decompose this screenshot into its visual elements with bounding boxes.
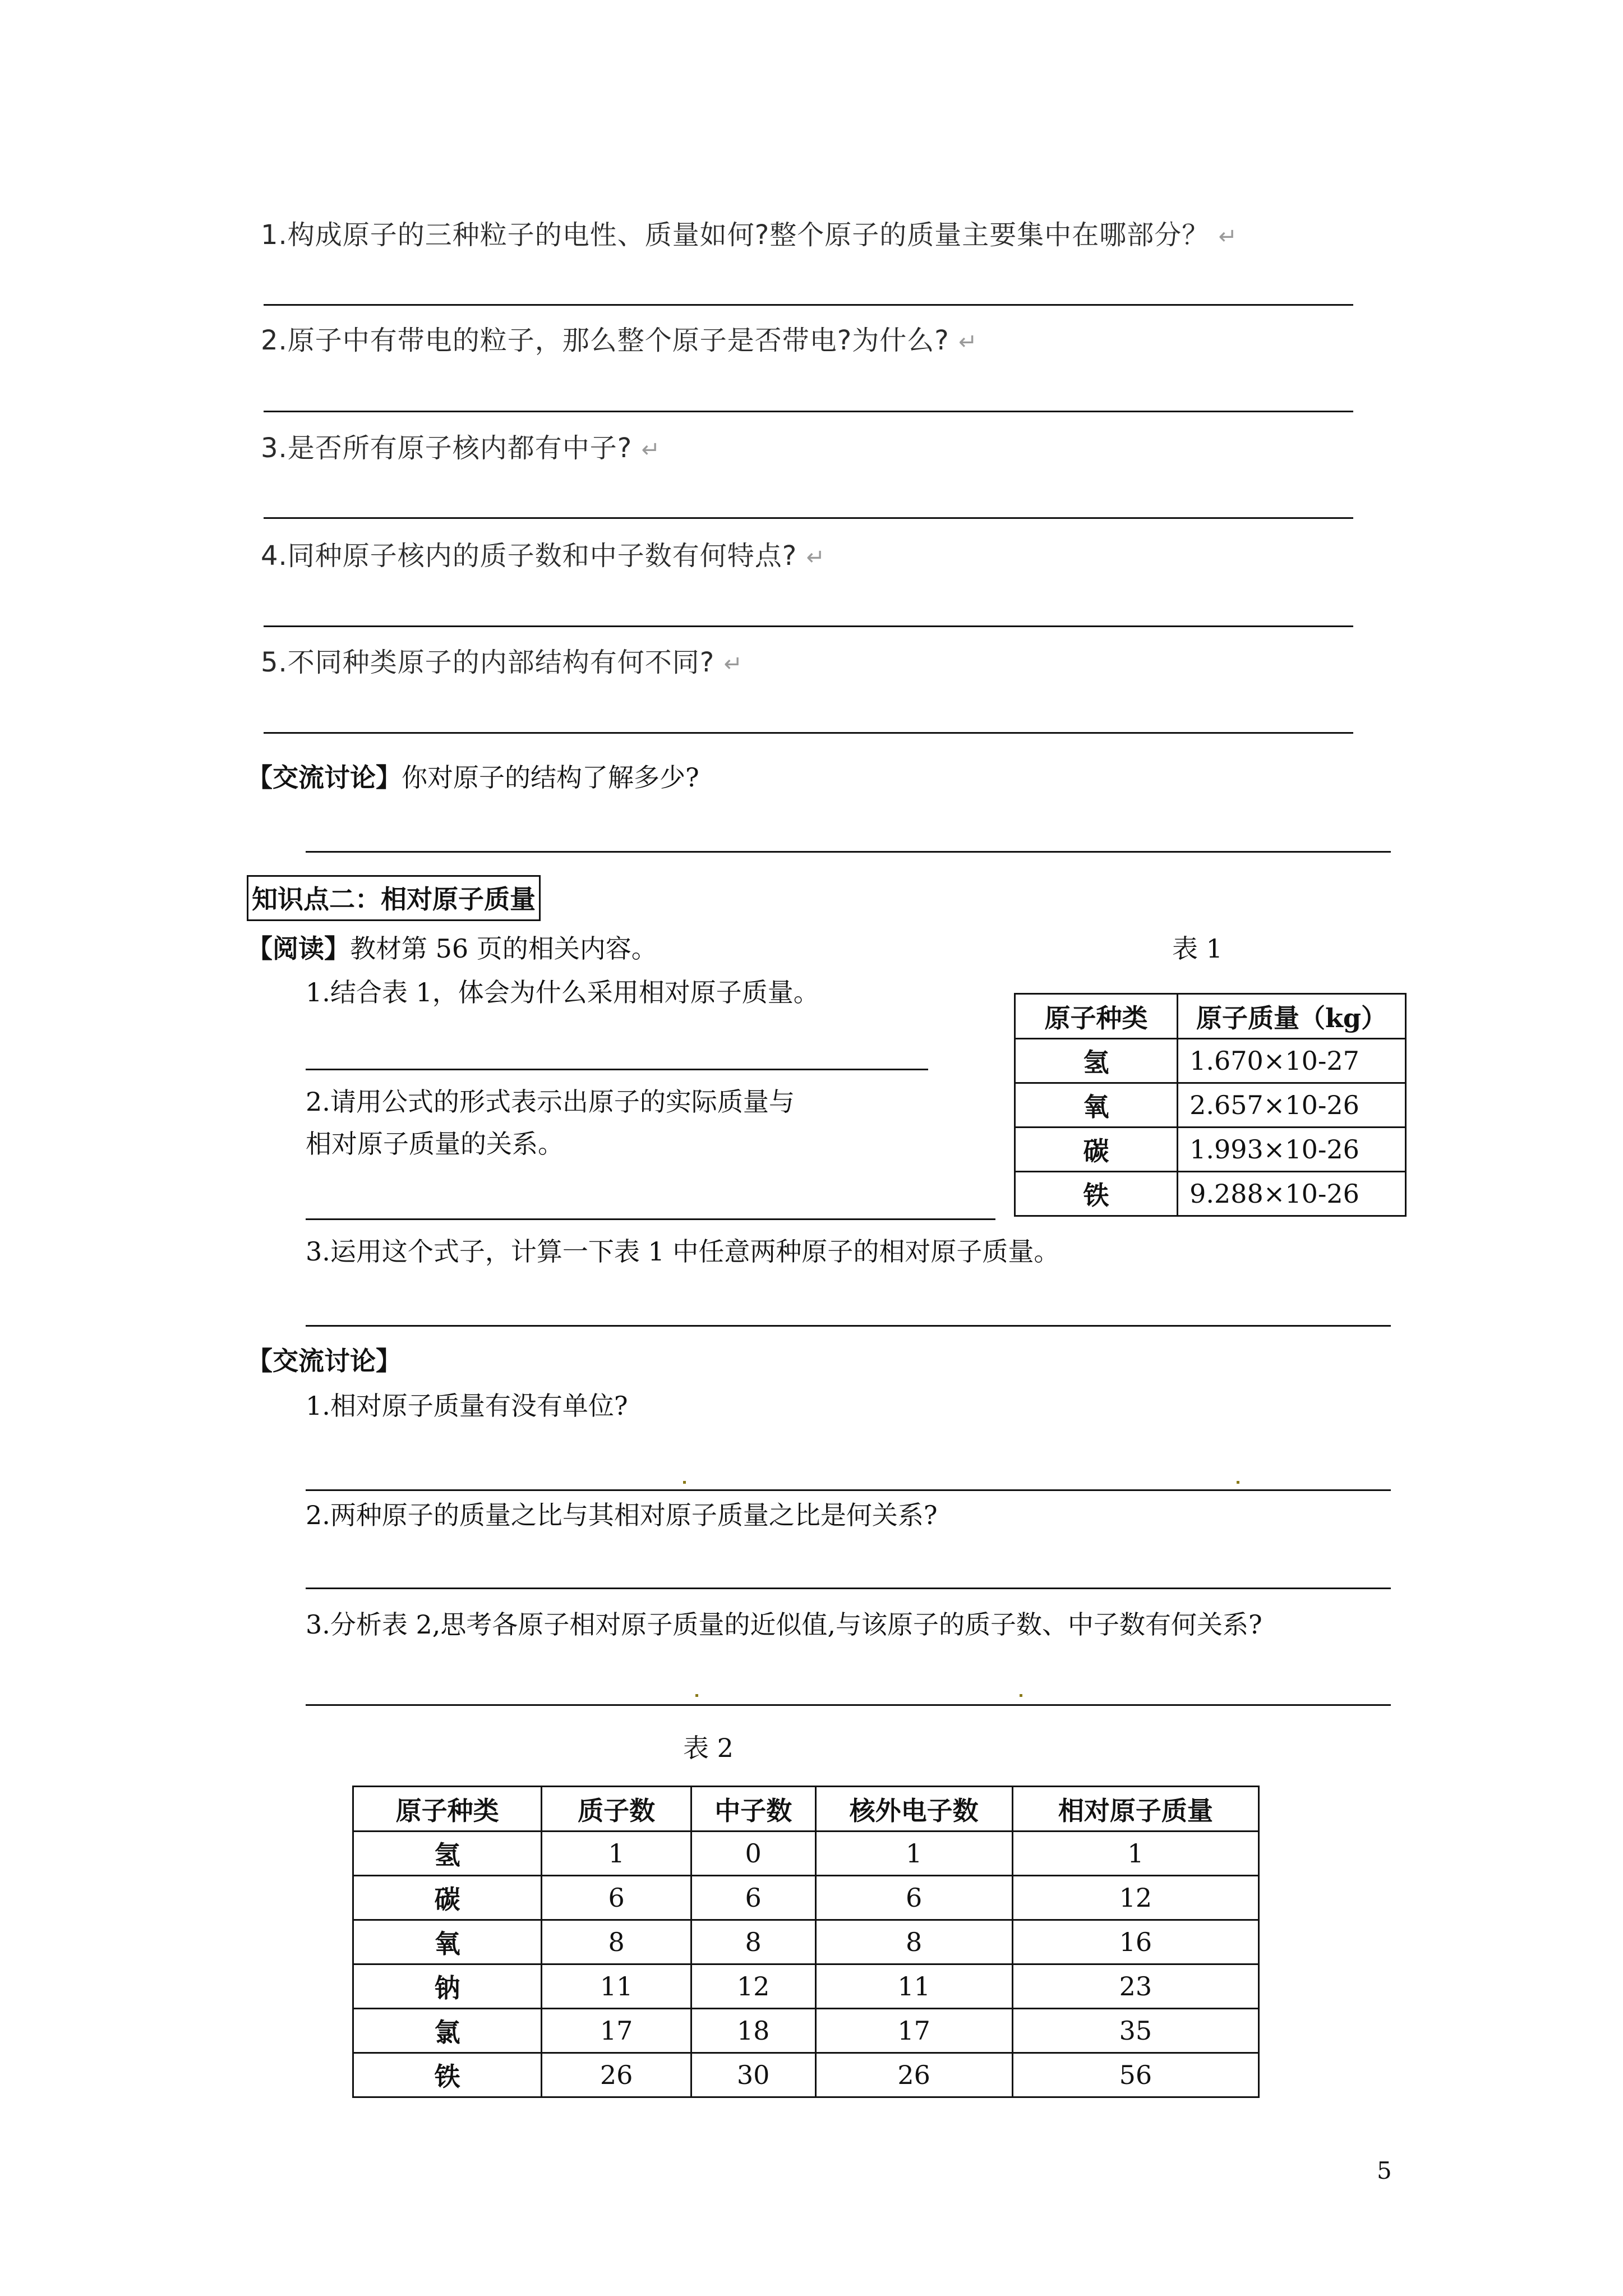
table-1-cell-mass: 9.288×10-26 bbox=[1178, 1172, 1406, 1216]
table-row bbox=[1015, 1039, 1406, 1083]
speck-dot bbox=[683, 1481, 686, 1484]
table-row bbox=[353, 1832, 1259, 1876]
section-title-knowledge-2: 知识点二：相对原子质量 bbox=[247, 875, 541, 921]
table-2-header: 原子种类 bbox=[353, 1787, 542, 1832]
question-1-text: 1.构成原子的三种粒子的电性、质量如何?整个原子的质量主要集中在哪部分？ bbox=[261, 219, 1210, 251]
table-row bbox=[353, 1920, 1259, 1964]
table-1-cell-element: 氢 bbox=[1015, 1039, 1178, 1083]
discussion-1 bbox=[247, 757, 699, 794]
table-row bbox=[1015, 1172, 1406, 1216]
table-2-cell: 17 bbox=[815, 2009, 1012, 2053]
answer-line-discussion-2-2[interactable] bbox=[306, 1588, 1391, 1589]
table-row bbox=[1015, 1083, 1406, 1128]
table-2-cell: 16 bbox=[1012, 1920, 1258, 1964]
question-1 bbox=[261, 213, 1238, 252]
table-2-header: 核外电子数 bbox=[815, 1787, 1012, 1832]
table-2-cell: 钠 bbox=[353, 1964, 542, 2009]
table-1-cell-mass: 1.670×10-27 bbox=[1178, 1039, 1406, 1083]
table-2-cell: 6 bbox=[691, 1876, 815, 1920]
table-1-caption: 表 1 bbox=[1172, 933, 1223, 964]
discussion-2-item-1: 1.相对原子质量有没有单位? bbox=[306, 1391, 628, 1421]
answer-line-4[interactable] bbox=[264, 625, 1353, 627]
reading-item-2-cont: 相对原子质量的关系。 bbox=[306, 1129, 564, 1159]
table-2-cell: 6 bbox=[815, 1876, 1012, 1920]
table-1-cell-element: 氧 bbox=[1015, 1083, 1178, 1128]
question-2 bbox=[261, 319, 978, 357]
table-row bbox=[353, 2053, 1259, 2097]
answer-line-reading-2[interactable] bbox=[306, 1218, 995, 1220]
table-2-cell: 11 bbox=[815, 1964, 1012, 2009]
table-1-header-row bbox=[1015, 994, 1406, 1039]
table-2-cell: 1 bbox=[815, 1832, 1012, 1876]
table-2-header: 质子数 bbox=[542, 1787, 691, 1832]
answer-line-reading-3[interactable] bbox=[306, 1325, 1391, 1327]
discussion-2-item-3: 3.分析表 2,思考各原子相对原子质量的近似值,与该原子的质子数、中子数有何关系? bbox=[306, 1609, 1262, 1640]
table-2-cell: 1 bbox=[542, 1832, 691, 1876]
table-2-cell: 18 bbox=[691, 2009, 815, 2053]
table-row bbox=[353, 2009, 1259, 2053]
reading-item-1: 1.结合表 1，体会为什么采用相对原子质量。 bbox=[306, 977, 819, 1007]
table-2-cell: 1 bbox=[1012, 1832, 1258, 1876]
table-2-cell: 30 bbox=[691, 2053, 815, 2097]
discussion-2-item-2: 2.两种原子的质量之比与其相对原子质量之比是何关系? bbox=[306, 1500, 938, 1530]
table-2-cell: 8 bbox=[542, 1920, 691, 1964]
answer-line-reading-1[interactable] bbox=[306, 1069, 928, 1070]
answer-line-1[interactable] bbox=[264, 304, 1353, 306]
table-2-cell: 铁 bbox=[353, 2053, 542, 2097]
reading-label: 【阅读】 bbox=[247, 933, 350, 964]
table-row bbox=[1015, 1128, 1406, 1172]
table-2-cell: 17 bbox=[542, 2009, 691, 2053]
answer-line-discussion-2-3[interactable] bbox=[306, 1704, 1391, 1706]
answer-line-discussion-2-1[interactable] bbox=[306, 1489, 1391, 1491]
table-2-cell: 56 bbox=[1012, 2053, 1258, 2097]
table-1-cell-element: 碳 bbox=[1015, 1128, 1178, 1172]
return-mark-icon: ↵ bbox=[806, 545, 826, 570]
page-number: 5 bbox=[1377, 2157, 1392, 2184]
table-1-cell-mass: 1.993×10-26 bbox=[1178, 1128, 1406, 1172]
table-1-header: 原子质量（kg） bbox=[1178, 994, 1406, 1039]
table-2-cell: 12 bbox=[691, 1964, 815, 2009]
table-2-cell: 氯 bbox=[353, 2009, 542, 2053]
answer-line-discussion-1[interactable] bbox=[306, 851, 1391, 853]
table-2-cell: 碳 bbox=[353, 1876, 542, 1920]
table-2-cell: 0 bbox=[691, 1832, 815, 1876]
table-2 bbox=[352, 1786, 1260, 2098]
table-2-cell: 23 bbox=[1012, 1964, 1258, 2009]
speck-dot bbox=[1237, 1481, 1239, 1484]
table-1-cell-element: 铁 bbox=[1015, 1172, 1178, 1216]
question-3-text: 3.是否所有原子核内都有中子? bbox=[261, 432, 633, 464]
question-4-text: 4.同种原子核内的质子数和中子数有何特点? bbox=[261, 540, 797, 572]
question-3 bbox=[261, 426, 661, 465]
reading-item-3: 3.运用这个式子，计算一下表 1 中任意两种原子的相对原子质量。 bbox=[306, 1236, 1060, 1267]
table-2-cell: 8 bbox=[691, 1920, 815, 1964]
table-2-cell: 35 bbox=[1012, 2009, 1258, 2053]
table-2-cell: 26 bbox=[815, 2053, 1012, 2097]
question-2-text: 2.原子中有带电的粒子，那么整个原子是否带电?为什么? bbox=[261, 325, 949, 356]
table-2-cell: 26 bbox=[542, 2053, 691, 2097]
table-2-cell: 12 bbox=[1012, 1876, 1258, 1920]
question-5 bbox=[261, 641, 743, 679]
return-mark-icon: ↵ bbox=[641, 437, 661, 463]
answer-line-5[interactable] bbox=[264, 732, 1353, 734]
return-mark-icon: ↵ bbox=[723, 651, 744, 677]
table-1-cell-mass: 2.657×10-26 bbox=[1178, 1083, 1406, 1128]
answer-line-2[interactable] bbox=[264, 411, 1353, 412]
return-mark-icon: ↵ bbox=[1218, 224, 1238, 250]
question-4 bbox=[261, 534, 826, 573]
table-2-header: 中子数 bbox=[691, 1787, 815, 1832]
return-mark-icon: ↵ bbox=[958, 329, 978, 355]
table-2-cell: 氢 bbox=[353, 1832, 542, 1876]
table-1-header: 原子种类 bbox=[1015, 994, 1178, 1039]
reading-instruction bbox=[247, 928, 657, 965]
speck-dot bbox=[695, 1694, 698, 1697]
table-2-caption: 表 2 bbox=[683, 1733, 734, 1763]
table-2-cell: 8 bbox=[815, 1920, 1012, 1964]
question-5-text: 5.不同种类原子的内部结构有何不同? bbox=[261, 647, 715, 678]
table-2-cell: 11 bbox=[542, 1964, 691, 2009]
table-2-cell: 6 bbox=[542, 1876, 691, 1920]
speck-dot bbox=[1020, 1694, 1022, 1697]
reading-text: 教材第 56 页的相关内容。 bbox=[350, 933, 657, 964]
table-1 bbox=[1014, 993, 1407, 1217]
answer-line-3[interactable] bbox=[264, 517, 1353, 519]
discussion-1-label: 【交流讨论】 bbox=[247, 762, 402, 793]
discussion-2-label: 【交流讨论】 bbox=[247, 1346, 402, 1376]
table-2-header: 相对原子质量 bbox=[1012, 1787, 1258, 1832]
table-2-cell: 氧 bbox=[353, 1920, 542, 1964]
table-row bbox=[353, 1876, 1259, 1920]
table-row bbox=[353, 1964, 1259, 2009]
reading-item-2: 2.请用公式的形式表示出原子的实际质量与 bbox=[306, 1087, 795, 1117]
discussion-1-text: 你对原子的结构了解多少? bbox=[402, 762, 699, 793]
table-2-header-row bbox=[353, 1787, 1259, 1832]
